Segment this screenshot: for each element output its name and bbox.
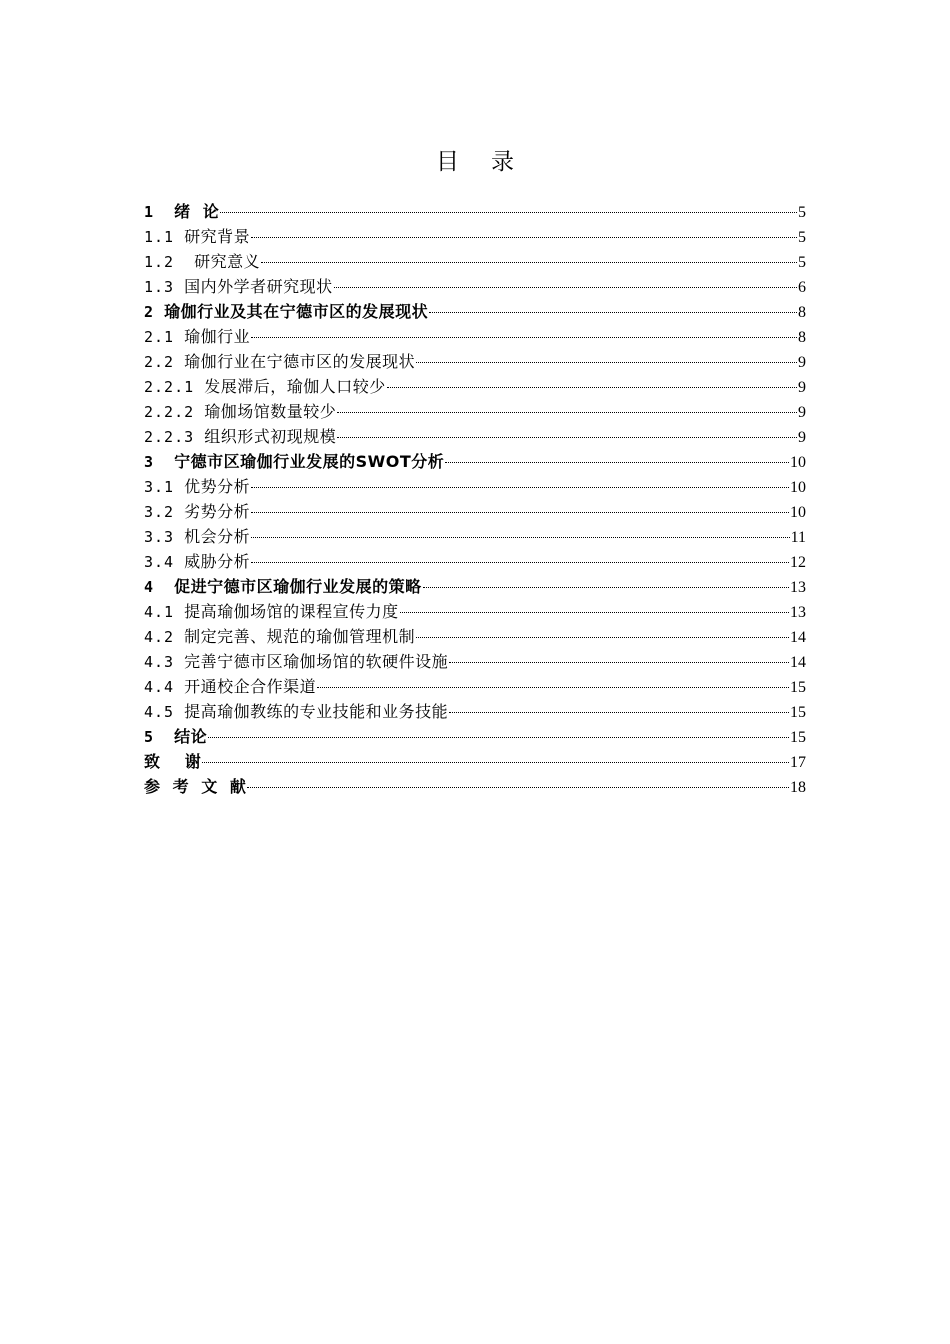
toc-entry-page-number: 14 [790, 629, 806, 646]
toc-entry-label: 瑜伽行业在宁德市区的发展现状 [184, 352, 416, 371]
toc-entry-number: 2.1 [144, 328, 185, 346]
toc-entry-label: 瑜伽行业及其在宁德市区的发展现状 [164, 302, 429, 321]
toc-entry-page-number: 14 [790, 654, 806, 671]
toc-entry-page-number: 11 [790, 529, 806, 546]
toc-entry[interactable] [144, 274, 806, 299]
toc-entry[interactable] [144, 224, 806, 249]
toc-entry[interactable] [144, 249, 806, 274]
toc-entry-number: 1.1 [144, 228, 185, 246]
toc-entry[interactable] [144, 424, 806, 449]
toc-entry-label: 结论 [174, 727, 208, 746]
toc-dot-leader [251, 537, 789, 538]
toc-entry-label: 促进宁德市区瑜伽行业发展的策略 [174, 577, 422, 596]
toc-entry-label: 制定完善、规范的瑜伽管理机制 [184, 627, 416, 646]
toc-entry-label: 发展滞后，瑜伽人口较少 [204, 377, 386, 396]
toc-entry-number: 3.4 [144, 553, 185, 571]
toc-entry-page-number: 10 [790, 479, 806, 496]
toc-entry[interactable] [144, 449, 806, 474]
toc-list [144, 199, 806, 799]
toc-dot-leader [337, 412, 797, 413]
toc-dot-leader [334, 287, 797, 288]
toc-entry-number: 4.3 [144, 653, 185, 671]
toc-entry-label: 参 考 文 献 [144, 777, 247, 796]
toc-entry-page-number: 9 [798, 404, 806, 421]
toc-entry[interactable] [144, 524, 806, 549]
toc-entry-page-number: 8 [798, 329, 806, 346]
toc-dot-leader [429, 312, 797, 313]
toc-dot-leader [251, 487, 789, 488]
toc-dot-leader [416, 362, 797, 363]
toc-entry[interactable] [144, 599, 806, 624]
toc-dot-leader [247, 787, 789, 788]
toc-entry-label: 提高瑜伽场馆的课程宣传力度 [184, 602, 399, 621]
toc-dot-leader [416, 637, 789, 638]
toc-entry-number: 2.2.2 [144, 403, 205, 421]
toc-entry[interactable] [144, 349, 806, 374]
toc-entry-number: 5 [144, 728, 175, 746]
toc-entry-label: 提高瑜伽教练的专业技能和业务技能 [184, 702, 449, 721]
toc-entry-page-number: 15 [790, 679, 806, 696]
toc-entry-page-number: 6 [798, 279, 806, 296]
toc-entry[interactable] [144, 399, 806, 424]
toc-entry-number: 3.3 [144, 528, 185, 546]
toc-entry-number: 3 [144, 453, 175, 471]
toc-dot-leader [251, 512, 789, 513]
toc-entry-number: 1.3 [144, 278, 185, 296]
toc-entry[interactable] [144, 749, 806, 774]
toc-entry-page-number: 15 [790, 704, 806, 721]
toc-entry-label: 研究背景 [184, 227, 251, 246]
toc-dot-leader [208, 737, 789, 738]
toc-dot-leader [202, 762, 789, 763]
toc-entry-label: 国内外学者研究现状 [184, 277, 333, 296]
toc-entry-label: 瑜伽行业 [184, 327, 251, 346]
toc-dot-leader [261, 262, 797, 263]
toc-entry-page-number: 5 [798, 254, 806, 271]
toc-entry-number: 2.2.1 [144, 378, 205, 396]
toc-entry-label: 宁德市区瑜伽行业发展的SWOT分析 [174, 452, 445, 471]
toc-entry-label: 机会分析 [184, 527, 251, 546]
toc-entry-number: 3.2 [144, 503, 185, 521]
toc-entry-number: 4.1 [144, 603, 185, 621]
toc-entry-number: 4.5 [144, 703, 185, 721]
toc-entry[interactable] [144, 574, 806, 599]
toc-entry-label: 完善宁德市区瑜伽场馆的软硬件设施 [184, 652, 449, 671]
toc-dot-leader [449, 712, 789, 713]
toc-title: 目录 [436, 149, 546, 175]
toc-dot-leader [449, 662, 789, 663]
toc-dot-leader [423, 587, 789, 588]
toc-entry-number: 2.2 [144, 353, 185, 371]
toc-entry-label: 开通校企合作渠道 [184, 677, 317, 696]
toc-entry-label: 瑜伽场馆数量较少 [204, 402, 337, 421]
toc-dot-leader [387, 387, 797, 388]
toc-entry-label: 研究意义 [194, 252, 261, 271]
toc-entry-page-number: 15 [790, 729, 806, 746]
toc-entry-page-number: 9 [798, 429, 806, 446]
toc-entry-page-number: 13 [790, 579, 806, 596]
toc-entry-page-number: 9 [798, 379, 806, 396]
toc-entry[interactable] [144, 624, 806, 649]
toc-entry-label: 威胁分析 [184, 552, 251, 571]
toc-dot-leader [445, 462, 789, 463]
toc-entry[interactable] [144, 699, 806, 724]
toc-entry-label: 组织形式初现规模 [204, 427, 337, 446]
toc-dot-leader [251, 237, 797, 238]
toc-entry-number: 2 [144, 303, 165, 321]
toc-entry-page-number: 18 [790, 779, 806, 796]
toc-entry[interactable] [144, 499, 806, 524]
toc-dot-leader [337, 437, 797, 438]
toc-entry[interactable] [144, 649, 806, 674]
toc-entry-page-number: 13 [790, 604, 806, 621]
toc-entry-page-number: 10 [790, 454, 806, 471]
toc-dot-leader [317, 687, 789, 688]
toc-entry-number: 4 [144, 578, 175, 596]
toc-entry-number: 1.2 [144, 253, 195, 271]
toc-entry[interactable] [144, 474, 806, 499]
toc-entry-page-number: 8 [798, 304, 806, 321]
toc-entry-number: 4.2 [144, 628, 185, 646]
toc-dot-leader [251, 562, 789, 563]
toc-entry-number: 2.2.3 [144, 428, 205, 446]
toc-dot-leader [251, 337, 797, 338]
toc-entry[interactable] [144, 299, 806, 324]
toc-entry-number: 4.4 [144, 678, 185, 696]
toc-entry[interactable] [144, 674, 806, 699]
toc-entry-page-number: 9 [798, 354, 806, 371]
toc-entry[interactable] [144, 774, 806, 799]
toc-entry[interactable] [144, 549, 806, 574]
toc-entry-number: 3.1 [144, 478, 185, 496]
toc-entry[interactable] [144, 374, 806, 399]
toc-entry[interactable] [144, 199, 806, 224]
toc-entry-page-number: 10 [790, 504, 806, 521]
toc-entry-label: 优势分析 [184, 477, 251, 496]
toc-entry-page-number: 5 [798, 204, 806, 221]
toc-entry-label: 劣势分析 [184, 502, 251, 521]
toc-entry-page-number: 17 [790, 754, 806, 771]
toc-entry[interactable] [144, 724, 806, 749]
toc-entry-number: 1 [144, 203, 175, 221]
toc-entry-page-number: 12 [790, 554, 806, 571]
toc-entry-page-number: 5 [798, 229, 806, 246]
toc-entry-label: 致 谢 [144, 752, 202, 771]
toc-entry[interactable] [144, 324, 806, 349]
toc-dot-leader [400, 612, 789, 613]
toc-entry-label: 绪 论 [174, 202, 220, 221]
toc-dot-leader [220, 212, 797, 213]
